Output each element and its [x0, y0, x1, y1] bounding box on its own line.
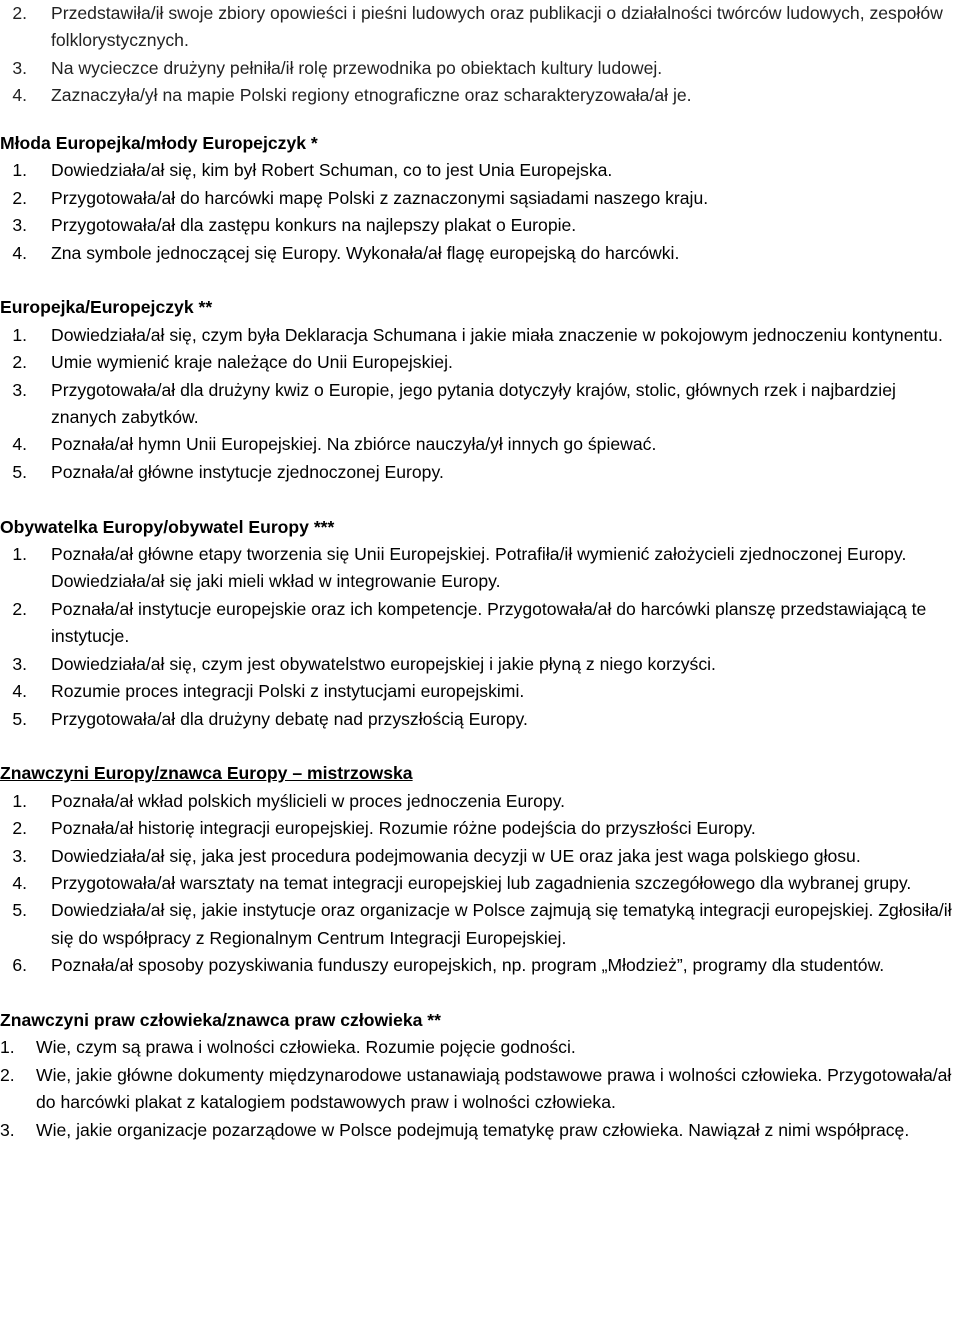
list-item [0, 897, 960, 952]
item-number: 4. [12, 681, 27, 702]
item-number: 3. [12, 653, 27, 674]
item-number: 5. [12, 461, 27, 482]
item-number: 4. [12, 434, 27, 455]
item-text: Wie, jakie główne dokumenty międzynarodowe ustanawiają podstawowe prawa i wolności człowieka. Przygotowała/ał do harcówki plakat z katalogiem podstawowych praw i wolności człowieka. [36, 1064, 952, 1113]
continued-list [0, 0, 960, 110]
section-heading: Młoda Europejka/młody Europejczyk * [0, 133, 318, 153]
item-text: Przedstawiła/ił swoje zbiory opowieści i pieśni ludowych oraz publikacji o działalności twórców ludowych, zespołów folklorystycznych. [51, 3, 943, 51]
list-item [0, 459, 960, 486]
list-item [0, 82, 960, 109]
list-item [0, 870, 960, 897]
list-item [0, 377, 960, 432]
item-text: Przygotowała/ał dla zastępu konkurs na najlepszy plakat o Europie. [51, 215, 577, 236]
item-text: Przygotowała/ał dla drużyny kwiz o Europie, jego pytania dotyczyły krajów, stolic, głównych rzek i najbardziej znanych zabytków. [51, 379, 896, 428]
list-item [0, 212, 960, 239]
list-item [0, 815, 960, 842]
section-heading: Obywatelka Europy/obywatel Europy *** [0, 516, 335, 537]
item-number: 1. [12, 790, 27, 811]
item-text: Dowiedziała/ał się, czym jest obywatelstwo europejskiej i jakie płyną z niego korzyści. [51, 653, 716, 674]
list-item [0, 157, 960, 184]
section-znawczyni-praw-czlowieka [0, 1007, 960, 1144]
item-text: Wie, czym są prawa i wolności człowieka. Rozumie pojęcie godności. [36, 1037, 576, 1058]
item-text: Poznała/ał główne instytucje zjednoczonej Europy. [51, 461, 444, 482]
list-item [0, 185, 960, 212]
list-item [0, 596, 960, 651]
list-item [0, 55, 960, 82]
item-number: 6. [12, 955, 27, 976]
item-number: 1. [0, 1037, 15, 1058]
item-text: Rozumie proces integracji Polski z instytucjami europejskimi. [51, 681, 525, 702]
list-item [0, 1062, 960, 1117]
section-heading: Znawczyni praw człowieka/znawca praw człowieka ** [0, 1009, 441, 1030]
section-list [0, 788, 960, 980]
list-item [0, 952, 960, 979]
list-item [0, 1117, 960, 1144]
list-item [0, 788, 960, 815]
list-item [0, 706, 960, 733]
item-number: 3. [0, 1119, 15, 1140]
item-text: Poznała/ał wkład polskich myślicieli w proces jednoczenia Europy. [51, 790, 566, 811]
item-text: Poznała/ał sposoby pozyskiwania funduszy europejskich, np. program „Młodzież”, programy dla studentów. [51, 955, 885, 976]
section-mloda-europejka [0, 130, 960, 267]
item-text: Dowiedziała/ał się, kim był Robert Schuman, co to jest Unia Europejska. [51, 160, 613, 181]
section-europejka [0, 294, 960, 486]
item-number: 4. [12, 872, 27, 893]
list-item [0, 843, 960, 870]
item-number: 1. [12, 160, 27, 181]
item-text: Dowiedziała/ał się, czym była Deklaracja Schumana i jakie miała znaczenie w pokojowym jednoczeniu kontynentu. [51, 324, 943, 345]
list-item [0, 322, 960, 349]
item-text: Poznała/ał instytucje europejskie oraz ich kompetencje. Przygotowała/ał do harcówki planszę przedstawiającą te instytucje. [51, 598, 927, 647]
item-number: 2. [12, 598, 27, 619]
item-text: Poznała/ał historię integracji europejskiej. Rozumie różne podejścia do przyszłości Europy. [51, 818, 756, 839]
item-number: 3. [12, 215, 27, 236]
list-item [0, 0, 960, 55]
item-text: Zna symbole jednoczącej się Europy. Wykonała/ał flagę europejską do harcówki. [51, 242, 680, 263]
item-number: 1. [12, 324, 27, 345]
item-number: 1. [12, 544, 27, 565]
list-item [0, 240, 960, 267]
item-text: Dowiedziała/ał się, jaka jest procedura podejmowania decyzji w UE oraz jaka jest waga polskiego głosu. [51, 845, 861, 866]
item-number: 2. [0, 1064, 15, 1085]
list-item [0, 651, 960, 678]
list-item [0, 349, 960, 376]
section-list [0, 1034, 960, 1144]
list-item [0, 431, 960, 458]
list-item [0, 1034, 960, 1061]
item-text: Zaznaczyła/ył na mapie Polski regiony etnograficzne oraz scharakteryzowała/ał je. [51, 85, 692, 106]
item-number: 3. [12, 845, 27, 866]
item-text: Dowiedziała/ał się, jakie instytucje oraz organizacje w Polsce zajmują się tematyką integracji europejskiej. Zgłosiła/ił się do współpracy z Regionalnym Centrum Integracji Europejskiej. [51, 900, 952, 948]
item-number: 5. [12, 900, 27, 921]
item-number: 4. [12, 242, 27, 263]
item-text: Przygotowała/ał dla drużyny debatę nad przyszłością Europy. [51, 708, 528, 729]
list-item [0, 541, 960, 596]
item-text: Poznała/ał hymn Unii Europejskiej. Na zbiórce nauczyła/ył innych go śpiewać. [51, 434, 657, 455]
section-list [0, 157, 960, 267]
section-list [0, 541, 960, 733]
item-number: 3. [12, 379, 27, 400]
section-list [0, 322, 960, 486]
item-text: Przygotowała/ał warsztaty na temat integracji europejskiej lub zagadnienia szczegółowego dla wybranej grupy. [51, 872, 912, 893]
item-text: Przygotowała/ał do harcówki mapę Polski z zaznaczonymi sąsiadami naszego kraju. [51, 187, 709, 208]
item-text: Umie wymienić kraje należące do Unii Europejskiej. [51, 352, 453, 373]
section-heading: Znawczyni Europy/znawca Europy – mistrzowska [0, 763, 413, 784]
item-number: 5. [12, 708, 27, 729]
item-number: 4. [12, 85, 27, 106]
item-text: Na wycieczce drużyny pełniła/ił rolę przewodnika po obiektach kultury ludowej. [51, 57, 663, 78]
item-text: Poznała/ał główne etapy tworzenia się Unii Europejskiej. Potrafiła/ił wymienić założycieli zjednoczonej Europy. Dowiedziała/ał się jaki mieli wkład w integrowanie Europy. [51, 544, 907, 592]
section-heading: Europejka/Europejczyk ** [0, 297, 213, 318]
item-number: 2. [12, 187, 27, 208]
item-number: 2. [12, 352, 27, 373]
sections [0, 130, 960, 1171]
section-znawczyni-europy [0, 760, 960, 979]
section-obywatelka-europy [0, 514, 960, 733]
item-text: Wie, jakie organizacje pozarządowe w Polsce podejmują tematykę praw człowieka. Nawiązał z nimi współpracę. [36, 1119, 910, 1140]
item-number: 2. [12, 3, 27, 23]
item-number: 2. [12, 818, 27, 839]
list-item [0, 678, 960, 705]
item-number: 3. [12, 57, 27, 78]
